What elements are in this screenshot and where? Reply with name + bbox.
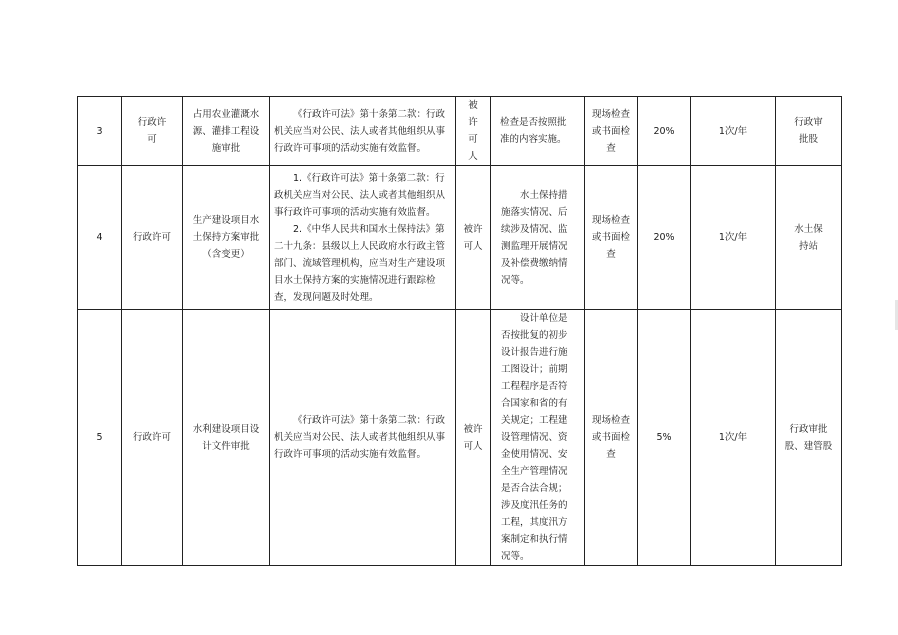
permit-item: 水利建设项目设计文件审批	[183, 310, 270, 566]
inspection-ratio: 20%	[638, 97, 691, 166]
legal-basis-text: 2.《中华人民共和国水土保持法》第二十九条：县级以上人民政府水行政主管部门、流域管理机构，应当对生产建设项目水土保持方案的实施情况进行跟踪检查，发现问题及时处理。	[274, 223, 446, 303]
table-row	[78, 97, 842, 166]
permit-category: 行政许可	[122, 166, 183, 310]
legal-basis	[270, 97, 456, 166]
legal-basis-text: 《行政许可法》第十条第二款：行政机关应当对公民、法人或者其他组织从事行政许可事项的活动实施有效监督。	[274, 415, 446, 460]
inspection-frequency: 1次/年	[691, 97, 776, 166]
inspection-frequency: 1次/年	[691, 310, 776, 566]
legal-basis	[270, 166, 456, 310]
responsible-dept: 行政审批股、建管股	[776, 310, 842, 566]
inspection-ratio: 20%	[638, 166, 691, 310]
legal-basis-text: 1.《行政许可法》第十条第二款：行政机关应当对公民、法人或者其他组织从事行政许可事项的活动实施有效监督。	[274, 172, 446, 218]
inspection-content: 水土保持措施落实情况、后续涉及情况、监测监理开展情况及补偿费缴纳情况等。	[491, 166, 585, 310]
table-row	[78, 166, 842, 310]
inspection-content: 设计单位是否按批复的初步设计报告进行施工图设计；前期工程程序是否符合国家和省的有关规定；工程建设管理情况、资金使用情况、安全生产管理情况是否合法合规；涉及度汛任务的工程，其度汛方案制定和执行情况等。	[491, 310, 585, 566]
inspection-target: 被许可人	[456, 97, 491, 166]
inspection-target: 被许可人	[456, 166, 491, 310]
inspection-method: 现场检查或书面检查	[585, 166, 638, 310]
inspection-method: 现场检查或书面检查	[585, 310, 638, 566]
responsible-dept: 水土保持站	[776, 166, 842, 310]
row-number: 3	[78, 97, 122, 166]
inspection-frequency: 1次/年	[691, 166, 776, 310]
permit-category: 行政许可	[122, 97, 183, 166]
permit-category: 行政许可	[122, 310, 183, 566]
inspection-ratio: 5%	[638, 310, 691, 566]
legal-basis	[270, 310, 456, 566]
legal-basis-text: 《行政许可法》第十条第二款：行政机关应当对公民、法人或者其他组织从事行政许可事项的活动实施有效监督。	[274, 108, 446, 154]
supervision-table	[77, 96, 842, 566]
row-number: 5	[78, 310, 122, 566]
table-row	[78, 310, 842, 566]
responsible-dept: 行政审批股	[776, 97, 842, 166]
inspection-content: 检查是否按照批准的内容实施。	[491, 97, 585, 166]
permit-item: 生产建设项目水土保持方案审批（含变更）	[183, 166, 270, 310]
inspection-method: 现场检查或书面检查	[585, 97, 638, 166]
row-number: 4	[78, 166, 122, 310]
inspection-target: 被许可人	[456, 310, 491, 566]
permit-item: 占用农业灌溉水源、灌排工程设施审批	[183, 97, 270, 166]
